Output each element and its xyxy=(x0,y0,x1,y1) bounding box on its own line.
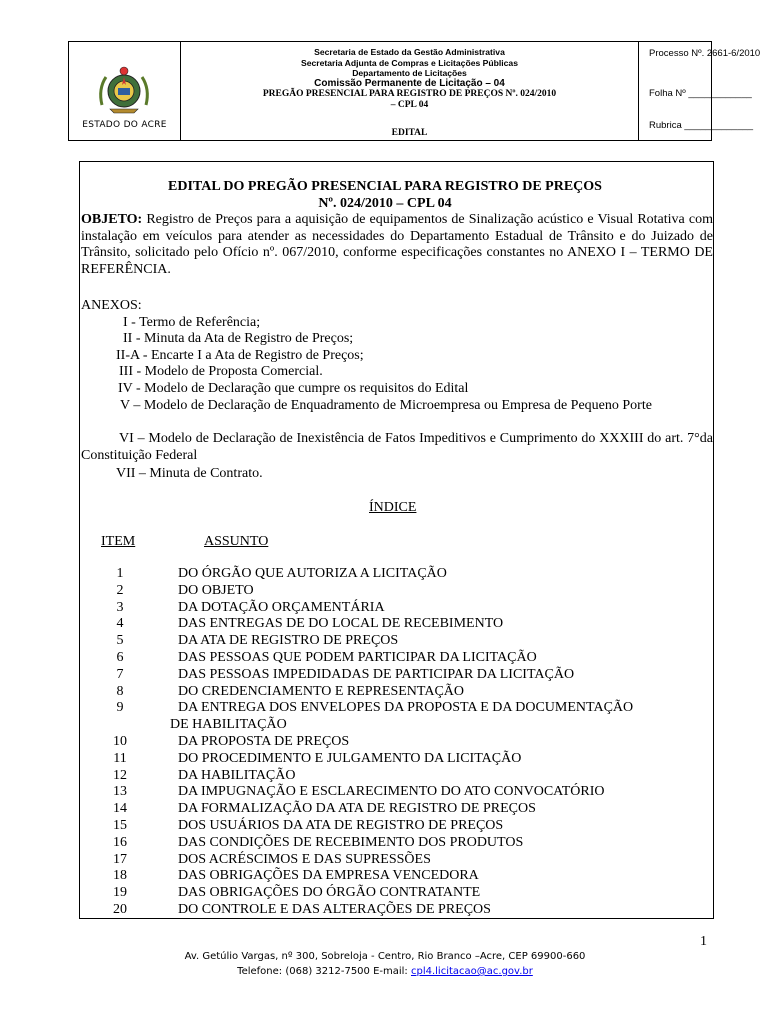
index-item-number: 13 xyxy=(113,784,127,800)
document-number: Nº. 024/2010 – CPL 04 xyxy=(318,196,452,211)
index-item-number: 17 xyxy=(113,851,127,867)
header-line-edital: EDITAL xyxy=(391,128,428,138)
footer-contact xyxy=(0,965,770,979)
document-title: EDITAL DO PREGÃO PRESENCIAL PARA REGISTRO DE PREÇOS xyxy=(168,179,602,194)
anexo-item: IV - Modelo de Declaração que cumpre os requisitos do Edital xyxy=(118,381,469,396)
index-item-title: DAS PESSOAS IMPEDIDADAS DE PARTICIPAR DA LICITAÇÃO xyxy=(178,666,575,682)
index-item-title: DA DOTAÇÃO ORÇAMENTÁRIA xyxy=(178,599,385,615)
index-item-number: 4 xyxy=(116,616,124,632)
header-line-pregao: PREGÃO PRESENCIAL PARA REGISTRO DE PREÇOS Nº. 024/2010 xyxy=(262,89,557,99)
anexo-item-vii: VII – Minuta de Contrato. xyxy=(116,466,263,481)
index-item-title: DO OBJETO xyxy=(178,582,254,598)
index-item-title: DO PROCEDIMENTO E JULGAMENTO DA LICITAÇÃO xyxy=(178,750,522,766)
header-line-secretaria: Secretaria de Estado da Gestão Administrativa xyxy=(314,47,505,57)
index-item-title: DA ENTREGA DOS ENVELOPES DA PROPOSTA E DA DOCUMENTAÇÃO xyxy=(178,700,634,716)
header-line-departamento: Departamento de Licitações xyxy=(352,68,467,78)
index-item-title: DO ÓRGÃO QUE AUTORIZA A LICITAÇÃO xyxy=(178,566,447,581)
indice-title: ÍNDICE xyxy=(369,500,417,515)
footer-phone: Telefone: (068) 3212-7500 E-mail: xyxy=(237,966,411,977)
index-item-number: 6 xyxy=(116,650,124,665)
folha-field: Folha Nº ____________ xyxy=(649,88,752,99)
header-logo-cell xyxy=(69,42,181,140)
index-item-number: 1 xyxy=(116,566,124,581)
index-item-title: DA PROPOSTA DE PREÇOS xyxy=(178,734,350,749)
index-item-number: 12 xyxy=(113,767,127,783)
header-line-secretaria-adjunta: Secretaria Adjunta de Compras e Licitações Públicas xyxy=(301,57,518,68)
objeto-paragraph xyxy=(81,212,713,278)
index-item-number: 3 xyxy=(116,599,124,615)
index-item-title: DA HABILITAÇÃO xyxy=(178,767,296,783)
index-item-title: DAS PESSOAS QUE PODEM PARTICIPAR DA LICITAÇÃO xyxy=(178,650,537,665)
header-line-cpl: – CPL 04 xyxy=(390,99,429,110)
anexo-item: III - Modelo de Proposta Comercial. xyxy=(119,364,323,379)
index-item-title: DO CONTROLE E DAS ALTERAÇÕES DE PREÇOS xyxy=(178,902,491,917)
index-item-number: 8 xyxy=(116,683,124,699)
acre-coat-of-arms-icon xyxy=(96,65,152,117)
anexo-item-v: V – Modelo de Declaração de Enquadramento de Microempresa ou Empresa de Pequeno Porte xyxy=(120,398,652,413)
column-header-assunto: ASSUNTO xyxy=(204,534,269,549)
index-item-number: 11 xyxy=(113,750,127,766)
index-item-title: DA IMPUGNAÇÃO E ESCLARECIMENTO DO ATO CONVOCATÓRIO xyxy=(178,784,605,800)
index-item-number: 7 xyxy=(116,666,124,682)
column-header-item: ITEM xyxy=(101,534,136,549)
index-item-title: DAS CONDIÇÕES DE RECEBIMENTO DOS PRODUTOS xyxy=(178,834,524,850)
index-item-title: DOS ACRÉSCIMOS E DAS SUPRESSÕES xyxy=(178,851,431,867)
document-header xyxy=(68,41,761,141)
index-item-title: DAS OBRIGAÇÕES DA EMPRESA VENCEDORA xyxy=(178,868,479,884)
processo-number: Processo Nº. 2661-6/2010 xyxy=(649,48,761,59)
index-item-title: DO CREDENCIAMENTO E REPRESENTAÇÃO xyxy=(178,683,465,699)
index-item-title: DOS USUÁRIOS DA ATA DE REGISTRO DE PREÇOS xyxy=(178,818,504,833)
index-item-number: 2 xyxy=(116,582,124,598)
index-item-number: 16 xyxy=(113,834,127,850)
anexo-item: II-A - Encarte I a Ata de Registro de Preços; xyxy=(116,348,364,363)
index-item-number: 15 xyxy=(113,818,127,833)
index-item-title: DAS OBRIGAÇÕES DO ÓRGÃO CONTRATANTE xyxy=(178,885,481,901)
objeto-text: Registro de Preços para a aquisição de equipamentos de Sinalização acústico e Visual Rotativa com instalação em veículos para atender as necessidades do Departamento Estadual de Trânsito e do Juizado de Trânsito, solicitado pelo Ofício nº. 067/2010, conforme especificações constantes no ANEXO I – TERMO DE REFERÊNCIA. xyxy=(81,212,713,277)
index-item-number: 5 xyxy=(116,633,124,649)
header-right-cell xyxy=(639,42,761,140)
index-item-title: DA FORMALIZAÇÃO DA ATA DE REGISTRO DE PREÇOS xyxy=(178,801,536,817)
index-item-title: DA ATA DE REGISTRO DE PREÇOS xyxy=(178,633,399,649)
header-line-comissao: Comissão Permanente de Licitação – 04 xyxy=(314,77,505,89)
index-item-title: DAS ENTREGAS DE DO LOCAL DE RECEBIMENTO xyxy=(178,616,504,632)
index-item-number: 19 xyxy=(113,885,127,901)
state-label: ESTADO DO ACRE xyxy=(82,120,167,130)
anexo-item: I - Termo de Referência; xyxy=(123,315,261,330)
objeto-label: OBJETO: xyxy=(81,212,143,227)
index-item-number: 20 xyxy=(113,902,127,917)
index-item-title-continued: DE HABILITAÇÃO xyxy=(170,717,287,733)
footer-email-link[interactable]: cpl4.licitacao@ac.gov.br xyxy=(410,966,533,977)
index-item-number: 10 xyxy=(113,734,127,749)
index-item-number: 18 xyxy=(113,868,127,884)
index-item-number: 9 xyxy=(116,700,124,716)
index-item-number: 14 xyxy=(113,801,127,817)
anexos-label: ANEXOS: xyxy=(81,298,142,313)
rubrica-field: Rubrica _____________ xyxy=(649,120,754,131)
anexo-item-vi: VI – Modelo de Declaração de Inexistência de Fatos Impeditivos e Cumprimento do XXXIII do art. 7°da Constituição Federal xyxy=(81,431,713,463)
page-number: 1 xyxy=(700,934,707,949)
anexo-item: II - Minuta da Ata de Registro de Preços; xyxy=(123,331,354,346)
footer-address: Av. Getúlio Vargas, nº 300, Sobreloja - Centro, Rio Branco –Acre, CEP 69900-660 xyxy=(184,951,586,962)
header-center-cell xyxy=(181,42,639,140)
